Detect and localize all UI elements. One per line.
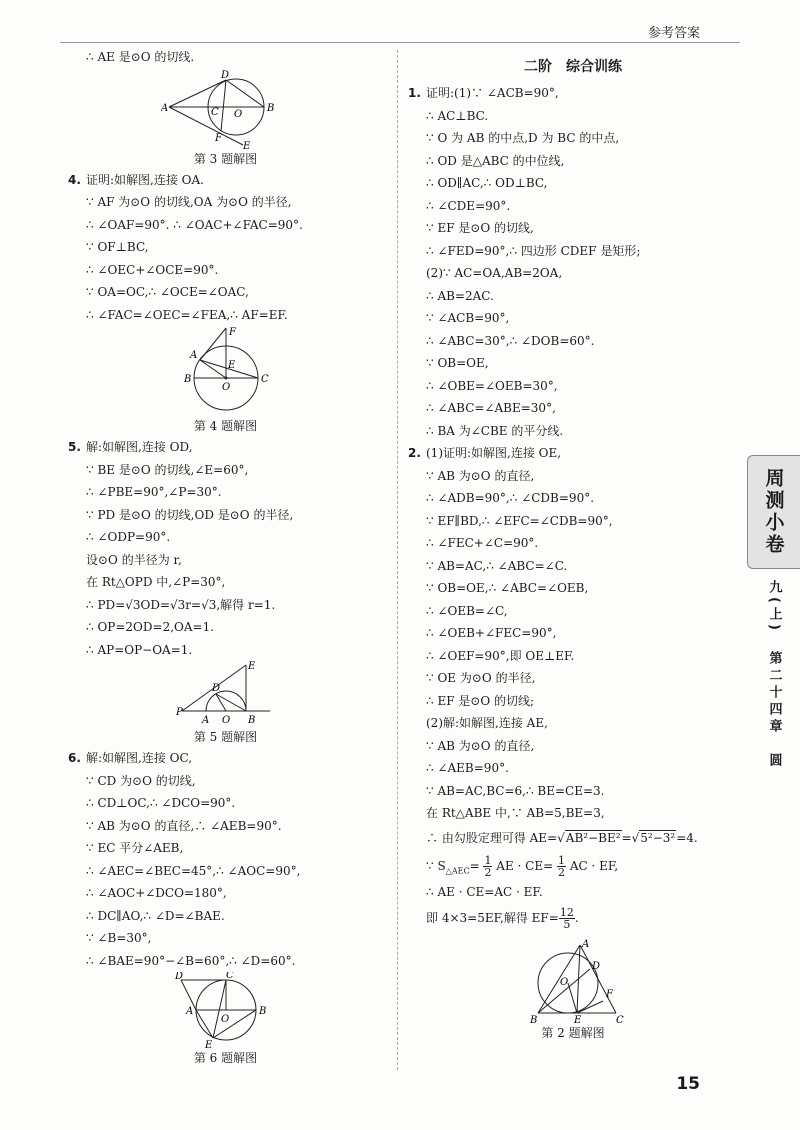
figure-2-caption: 第 2 题解图 (541, 1026, 605, 1040)
column-divider (397, 50, 398, 1070)
r-q2-line: ∴ EF 是⊙O 的切线; (426, 693, 535, 708)
q5-line: ∴ AP=OP−OA=1. (86, 642, 193, 657)
r-q1-line: ∴ ∠OBE=∠OEB=30°, (426, 378, 558, 393)
area-line (408, 851, 738, 881)
pythag-radicand-2: 5²−3² (640, 830, 676, 845)
svg-text:C: C (210, 106, 219, 118)
q4-line: ∵ AF 为⊙O 的切线,OA 为⊙O 的半径, (86, 195, 292, 209)
svg-text:O: O (221, 715, 230, 726)
r-q2-line: ∴ ∠OEB=∠C, (426, 603, 508, 618)
figure-2 (408, 939, 738, 1043)
svg-text:O: O (233, 108, 242, 120)
q5-line: ∴ PD=√3OD=√3r=√3,解得 r=1. (86, 597, 276, 612)
page-number: 15 (676, 1074, 700, 1094)
r-q2-line: ∵ OB=OE,∴ ∠ABC=∠OEB, (426, 581, 589, 595)
svg-text:E: E (247, 661, 255, 672)
svg-text:D: D (220, 69, 229, 81)
svg-text:A: A (582, 939, 590, 950)
q6-line: ∵ AB 为⊙O 的直径,∴ ∠AEB=90°. (86, 818, 282, 833)
q6-line: ∴ ∠AEC=∠BEC=45°,∴ ∠AOC=90°, (86, 863, 301, 878)
product-line: ∴ AE · CE=AC · EF. (426, 884, 543, 899)
r-q2-line: (1)证明:如解图,连接 OE, (426, 446, 562, 460)
answer-numerator: 12 (559, 906, 574, 919)
svg-text:A: A (185, 1006, 193, 1017)
figure-6-diagram (171, 972, 281, 1048)
svg-text:A: A (160, 102, 168, 114)
q5-line: ∵ BE 是⊙O 的切线,∠E=60°, (86, 462, 249, 477)
q6-line: ∴ ∠AOC+∠DCO=180°, (86, 886, 227, 900)
r-q1-line: ∴ ∠ABC=∠ABE=30°, (426, 401, 556, 415)
svg-text:E: E (227, 360, 235, 371)
svg-text:E: E (204, 1040, 212, 1048)
q5-line: ∵ PD 是⊙O 的切线,OD 是⊙O 的半径, (86, 507, 294, 522)
svg-text:O: O (560, 977, 569, 988)
svg-text:E: E (242, 140, 250, 149)
q5-line: ∴ OP=2OD=2,OA=1. (86, 620, 215, 634)
half-numerator: 1 (484, 853, 492, 867)
q6-line: ∴ DC∥AO,∴ ∠D=∠BAE. (86, 908, 225, 923)
svg-text:B: B (266, 102, 274, 114)
q4-number: 4. (68, 172, 81, 187)
q6-line: ∴ CD⊥OC,∴ ∠DCO=90°. (86, 796, 236, 810)
chapter-label: 九(上) 第二十四章 圆 (766, 580, 782, 770)
answer-denominator: 5 (563, 918, 571, 931)
r-q1-line: ∵ EF 是⊙O 的切线, (426, 221, 534, 235)
q4-line: ∵ OF⊥BC, (86, 240, 149, 254)
half-denominator: 2 (484, 865, 492, 879)
answer-fraction (559, 907, 575, 930)
q4-line: 证明:如解图,连接 OA. (86, 172, 204, 187)
r-q1-line: ∴ ∠ABC=30°,∴ ∠DOB=60°. (426, 333, 595, 348)
svg-text:E: E (574, 1015, 582, 1023)
r-q2-line: ∴ ∠OEB+∠FEC=90°, (426, 626, 557, 640)
section-title: 二阶 综合训练 (524, 59, 622, 75)
q6-line: ∴ ∠BAE=90°−∠B=60°,∴ ∠D=60°. (86, 953, 296, 968)
area-subscript: △AEC (445, 865, 470, 875)
r-q2-line: ∵ EF∥BD,∴ ∠EFC=∠CDB=90°, (426, 513, 613, 528)
half-fraction (483, 855, 492, 878)
r-q2-line: ∴ ∠ADB=90°,∴ ∠CDB=90°. (426, 491, 595, 505)
r-q2-line: (2)解:如解图,连接 AE, (426, 716, 548, 730)
svg-text:F: F (214, 132, 222, 144)
r-q1-line: 证明:(1)∵ ∠ACB=90°, (426, 86, 559, 100)
figure-5-diagram (176, 661, 276, 727)
figure-3-diagram (161, 69, 291, 149)
figure-6-caption: 第 6 题解图 (193, 1051, 258, 1065)
question-1 (408, 82, 738, 442)
svg-text:B: B (247, 715, 255, 726)
r-q2-line: ∵ AB=AC,∴ ∠ABC=∠C. (426, 558, 568, 573)
pythag-eq: = (621, 830, 632, 845)
r-q2-line: ∴ ∠FEC+∠C=90°. (426, 536, 539, 550)
half-numerator: 1 (557, 853, 565, 867)
svg-text:P: P (175, 707, 183, 718)
svg-text:B: B (258, 1006, 266, 1017)
svg-text:A: A (201, 715, 209, 726)
r-q2-line: ∴ ∠OEF=90°,即 OE⊥EF. (426, 648, 575, 663)
right-column (408, 56, 738, 1043)
svg-text:D: D (211, 683, 220, 694)
svg-text:B: B (530, 1015, 538, 1023)
r-q1-line: ∴ BA 为∠CBE 的平分线. (426, 423, 564, 438)
r-q1-line: ∴ OD∥AC,∴ OD⊥BC, (426, 176, 548, 190)
q5-line: 在 Rt△OPD 中,∠P=30°, (86, 575, 226, 589)
r-q1-line: ∴ OD 是△ABC 的中位线, (426, 153, 565, 168)
q6-line: 解:如解图,连接 OC, (86, 751, 193, 765)
r-q1-line: ∵ O 为 AB 的中点,D 为 BC 的中点, (426, 131, 620, 145)
svg-text:D: D (174, 972, 183, 982)
intro-line: ∴ AE 是⊙O 的切线. (86, 50, 195, 64)
header-label: 参考答案 (647, 26, 700, 41)
svg-text:C: C (260, 374, 269, 385)
svg-text:F: F (228, 327, 236, 338)
q5-line: ∴ ∠ODP=90°. (86, 530, 171, 544)
q6-line: ∵ EC 平分∠AEB, (86, 841, 184, 855)
question-6 (68, 747, 383, 972)
r-q2-line: ∵ AB 为⊙O 的直径, (426, 468, 535, 483)
q5-number: 5. (68, 440, 81, 454)
r-q2-number: 2. (408, 446, 421, 460)
r-q1-line: ∴ ∠FED=90°,∴ 四边形 CDEF 是矩形; (426, 243, 641, 258)
r-q2-line: ∴ ∠AEB=90°. (426, 761, 509, 775)
figure-6 (68, 972, 383, 1068)
half-fraction (557, 855, 566, 878)
q5-line: 解:如解图,连接 OD, (86, 440, 193, 454)
area-mid: AE · CE= (496, 858, 554, 873)
r-q1-line: ∴ AB=2AC. (426, 288, 494, 303)
area-end: AC · EF, (569, 858, 619, 873)
r-q2-line: ∵ AB=AC,BC=6,∴ BE=CE=3. (426, 783, 605, 798)
q6-line: ∵ ∠B=30°, (86, 931, 152, 945)
pythag-radicand-1: AB²−BE² (565, 830, 621, 845)
pythagoras-line: ∴ 由勾股定理可得 AE=√AB²−BE²=√5²−3²=4. (426, 830, 698, 845)
r-q1-line: ∵ OB=OE, (426, 356, 489, 370)
q6-line: ∵ CD 为⊙O 的切线, (86, 773, 196, 788)
r-q1-line: ∴ ∠CDE=90°. (426, 198, 511, 213)
figure-3-caption: 第 3 题解图 (193, 151, 258, 166)
question-2 (408, 442, 738, 933)
q4-line: ∴ ∠FAC=∠OEC=∠FEA,∴ AF=EF. (86, 307, 288, 322)
q6-number: 6. (68, 751, 81, 765)
question-4 (68, 169, 383, 327)
area-eq: = (469, 858, 480, 873)
figure-4 (68, 326, 383, 436)
r-q2-line: ∵ AB 为⊙O 的直径, (426, 738, 535, 753)
svg-text:C: C (225, 972, 234, 981)
half-denominator: 2 (557, 865, 565, 879)
q4-line: ∵ OA=OC,∴ ∠OCE=∠OAC, (86, 285, 249, 299)
solve-line (408, 903, 738, 933)
svg-text:D: D (592, 961, 601, 972)
figure-5-caption: 第 5 题解图 (193, 730, 258, 744)
q4-line: ∴ ∠OAF=90°. ∴ ∠OAC+∠FAC=90°. (86, 217, 303, 232)
pythag-result: =4. (676, 830, 698, 845)
svg-text:O: O (220, 1014, 229, 1025)
svg-text:F: F (606, 989, 613, 1000)
figure-5 (68, 661, 383, 747)
r-q1-line: ∴ AC⊥BC. (426, 108, 489, 123)
svg-text:A: A (189, 350, 197, 361)
solve-prefix: 即 4×3=5EF,解得 EF= (426, 911, 559, 925)
figure-4-caption: 第 4 题解图 (193, 419, 258, 433)
chapter-tab: 周测小卷 (747, 455, 800, 569)
pythag-prefix: ∴ 由勾股定理可得 AE= (426, 830, 558, 845)
svg-text:B: B (183, 374, 191, 385)
header-rule (60, 42, 740, 43)
figure-2-diagram (518, 939, 628, 1023)
solve-end: . (574, 911, 579, 925)
r-q1-line: (2)∵ AC=OA,AB=2OA, (426, 266, 563, 280)
figure-3 (68, 69, 383, 169)
question-5 (68, 436, 383, 661)
svg-text:C: C (616, 1015, 624, 1023)
q5-line: ∴ ∠PBE=90°,∠P=30°. (86, 485, 222, 499)
q5-line: 设⊙O 的半径为 r, (86, 552, 182, 567)
r-q2-line: ∵ OE 为⊙O 的半径, (426, 671, 536, 685)
r-q2-line: 在 Rt△ABE 中,∵ AB=5,BE=3, (426, 806, 605, 820)
left-column (68, 46, 383, 1068)
svg-text:O: O (221, 382, 230, 393)
q4-line: ∴ ∠OEC+∠OCE=90°. (86, 262, 219, 277)
area-prefix: ∵ S (426, 858, 446, 873)
figure-4-diagram (176, 326, 276, 416)
r-q1-number: 1. (408, 86, 421, 100)
r-q1-line: ∵ ∠ACB=90°, (426, 311, 510, 325)
